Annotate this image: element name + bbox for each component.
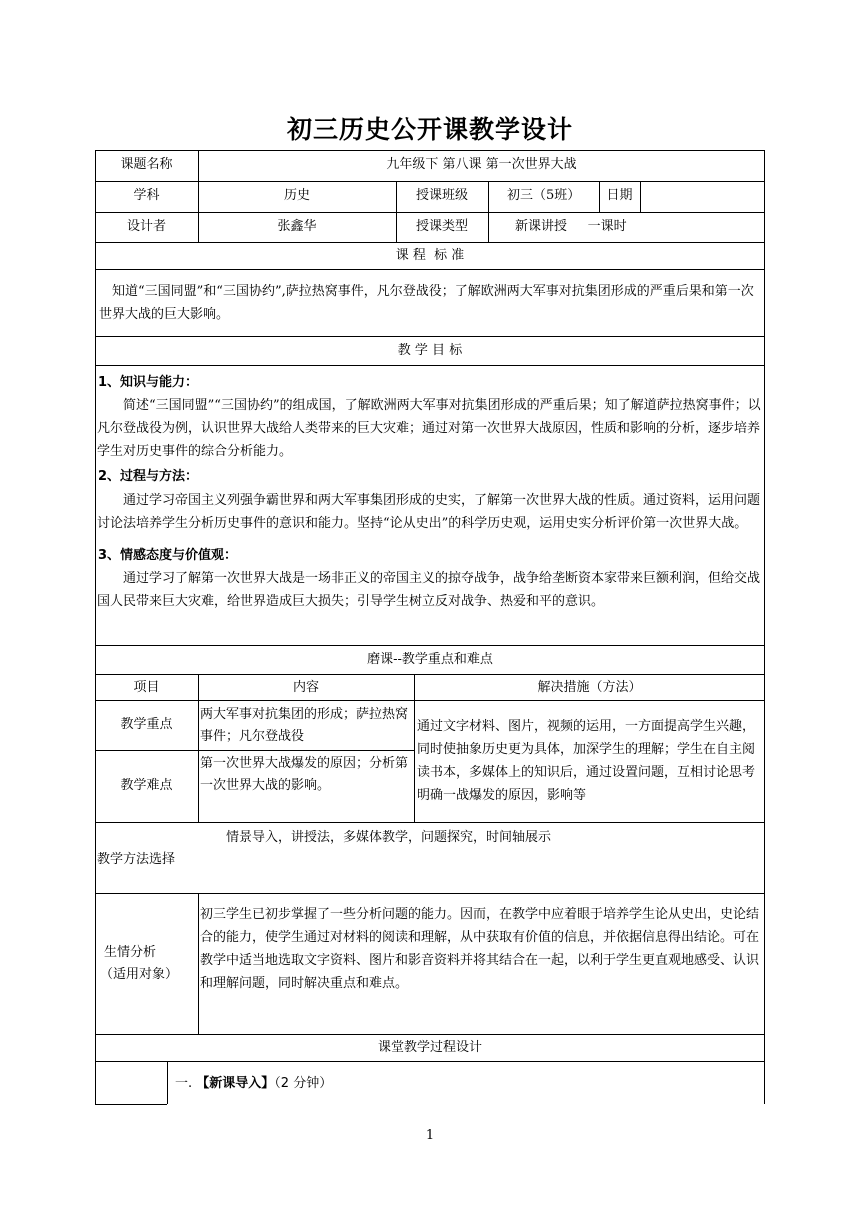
process-step-1 <box>175 1075 332 1093</box>
subject-label: 学科 <box>133 188 160 203</box>
focus-header: 磨课--教学重点和难点 <box>367 652 493 667</box>
objective-process-title: 2、过程与方法： <box>98 469 199 484</box>
designer-value: 张鑫华 <box>277 219 317 234</box>
key-point-content: 两大军事对抗集团的形成；萨拉热窝事件；凡尔登战役 <box>200 707 409 744</box>
designer-label: 设计者 <box>126 219 166 234</box>
standard-text: 知道“三国同盟”和“三国协约”,萨拉热窝事件，凡尔登战役；了解欧洲两大军事对抗集团形成的严重后果和第一次世界大战的巨大影响。 <box>99 284 754 322</box>
step-title: 【新课导入】 <box>196 1076 275 1091</box>
subject-value: 历史 <box>283 188 310 203</box>
topic-value: 九年级下 第八课 第一次世界大战 <box>386 157 577 172</box>
student-analysis-label: 生情分析 <box>104 945 157 960</box>
date-label: 日期 <box>606 188 633 203</box>
col-content-header: 内容 <box>292 680 319 695</box>
step-time: （2 分钟） <box>274 1076 333 1091</box>
page-number: 1 <box>425 1128 435 1143</box>
method-text: 通过文字材料、图片，视频的运用，一方面提高学生兴趣，同时使抽象历史更为具体，加深学生的理解；学生在自主阅读书本，多媒体上的知识后，通过设置问题，互相讨论思考明确一战爆发的原因，影响等 <box>417 719 756 803</box>
objective-values-text: 通过学习了解第一次世界大战是一场非正义的帝国主义的掠夺战争，战争给垄断资本家带来巨额利润，但给交战国人民带来巨大灾难，给世界造成巨大损失；引导学生树立反对战争、热爱和平的意识。 <box>97 571 761 609</box>
col-method-header: 解决措施（方法） <box>537 680 642 695</box>
type-label: 授课类型 <box>415 219 468 234</box>
student-analysis-text: 初三学生已初步掌握了一些分析问题的能力。因而，在教学中应着眼于培养学生论从史出，史论结合的能力，使学生通过对材料的阅读和理解，从中获取有价值的信息，并依据信息得出结论。可在教学中适当地选取文字资料、图片和影音资料并将其结合在一起，以利于学生更直观地感受、认识和理解问题，同时解决重点和难点。 <box>200 907 760 991</box>
student-analysis-sublabel: （适用对象） <box>100 967 179 982</box>
type-value: 新课讲授 一课时 <box>515 219 627 234</box>
difficulty-content: 第一次世界大战爆发的原因；分析第一次世界大战的影响。 <box>200 756 409 793</box>
objectives-header: 教 学 目 标 <box>397 343 463 358</box>
standard-header: 课 程 标 准 <box>395 248 465 263</box>
objective-knowledge-text: 简述“三国同盟”“三国协约”的组成国，了解欧洲两大军事对抗集团形成的严重后果；知了解道萨拉热窝事件；以凡尔登战役为例，认识世界大战给人类带来的巨大灾难；通过对第一次世界大战原因，性质和影响的分析，逐步培养学生对历史事件的综合分析能力。 <box>97 398 761 459</box>
class-label: 授课班级 <box>415 188 468 203</box>
step-number: 一. <box>175 1076 193 1091</box>
topic-label: 课题名称 <box>120 157 173 172</box>
class-value: 初三（5班） <box>507 188 581 203</box>
teaching-method-label: 教学方法选择 <box>97 852 176 867</box>
key-point-label: 教学重点 <box>120 717 173 732</box>
page-title: 初三历史公开课教学设计 <box>286 115 573 144</box>
teaching-method-text: 情景导入，讲授法，多媒体教学，问题探究，时间轴展示 <box>226 830 552 845</box>
objective-process-text: 通过学习帝国主义列强争霸世界和两大军事集团形成的史实，了解第一次世界大战的性质。通过资料，运用问题讨论法培养学生分析历史事件的意识和能力。坚持“论从史出”的科学历史观，运用史实分析评价第一次世界大战。 <box>97 493 761 531</box>
difficulty-label: 教学难点 <box>120 778 173 793</box>
process-header: 课堂教学过程设计 <box>377 1040 482 1055</box>
objective-values-title: 3、情感态度与价值观： <box>98 548 238 563</box>
col-item-header: 项目 <box>133 680 160 695</box>
objective-knowledge-title: 1、知识与能力： <box>98 375 199 390</box>
